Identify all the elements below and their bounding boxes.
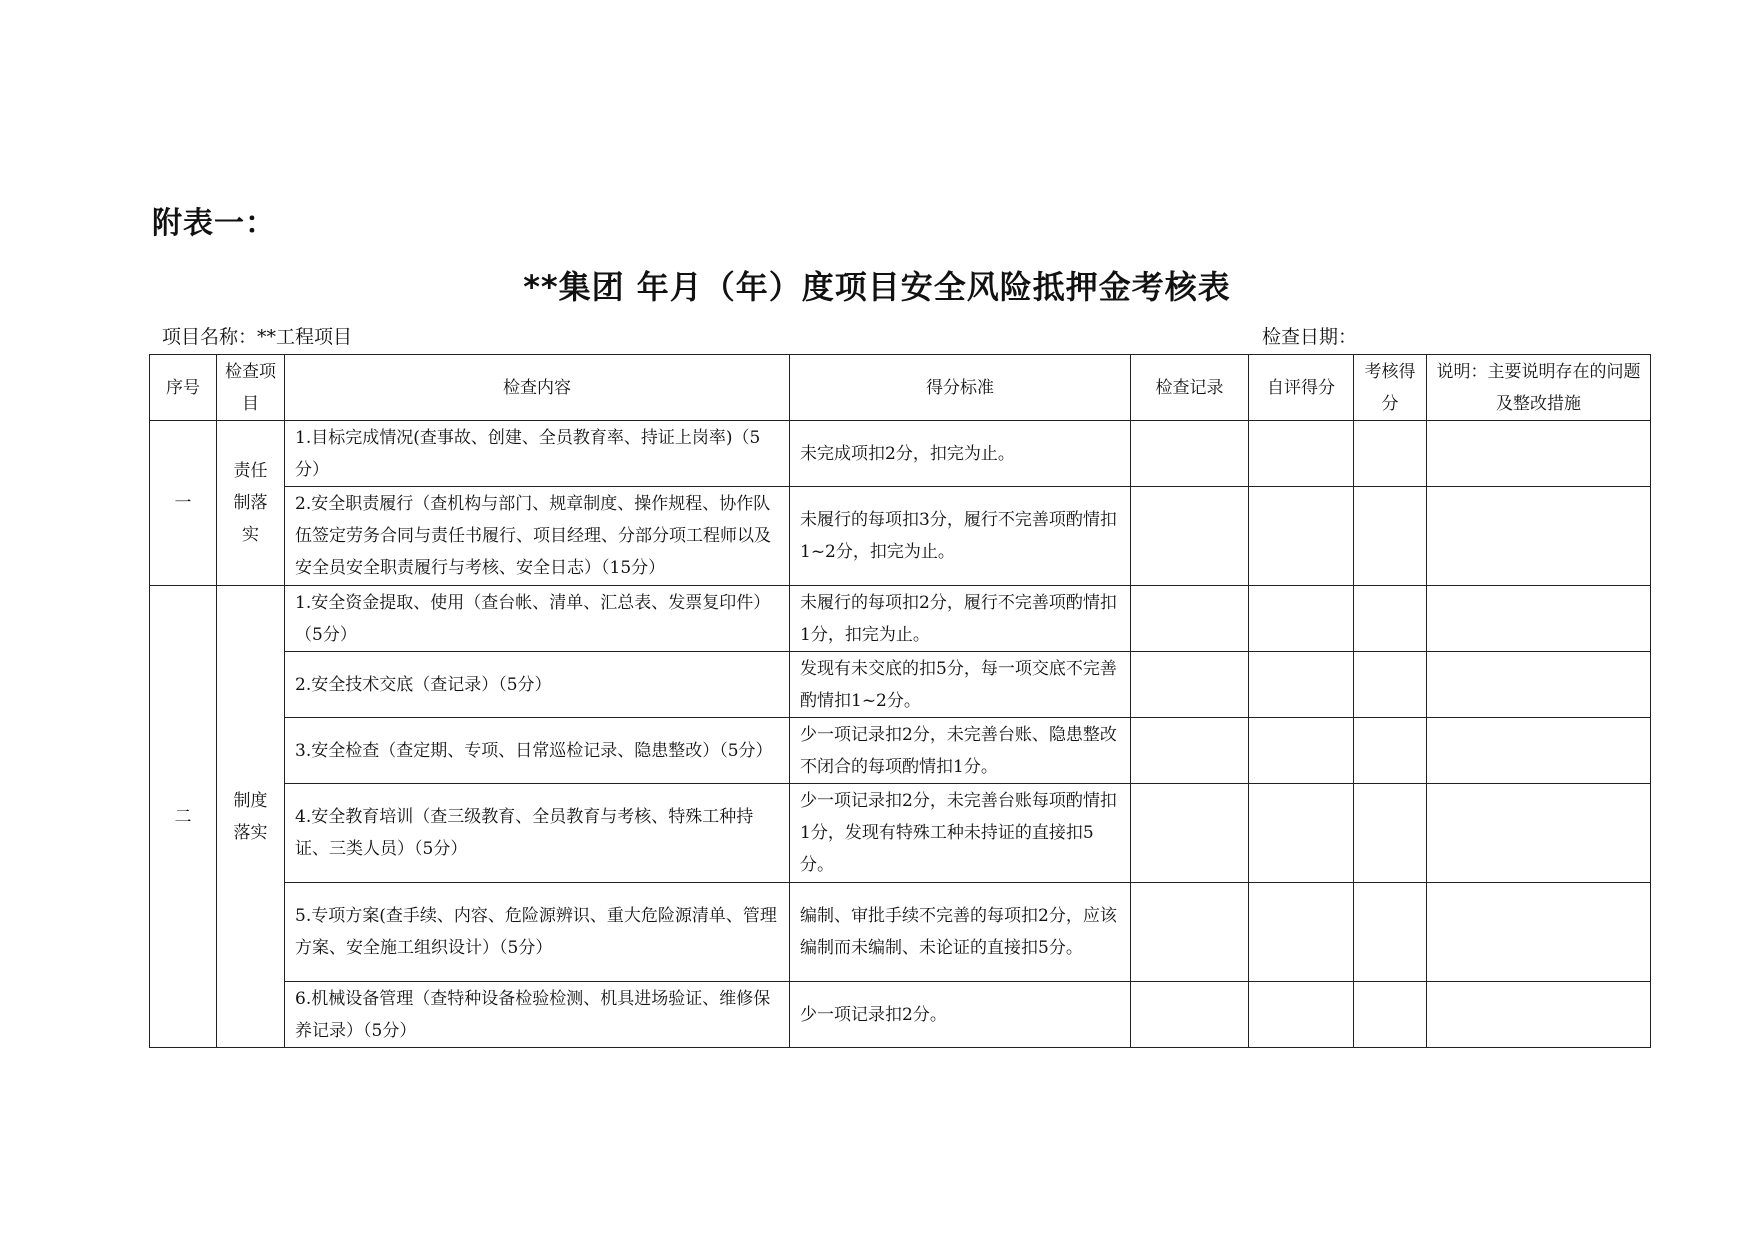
project-name: 项目名称：**工程项目 [162,326,353,348]
score-standard: 未完成项扣2分，扣完为止。 [790,421,1131,487]
score-standard: 未履行的每项扣3分，履行不完善项酌情扣1~2分，扣完为止。 [790,487,1131,586]
check-content: 4.安全教育培训（查三级教育、全员教育与考核、特殊工种持证、三类人员）（5分） [285,784,790,883]
self-score-cell[interactable] [1249,421,1354,487]
self-score-cell[interactable] [1249,982,1354,1048]
appendix-label: 附表一： [152,206,276,241]
record-cell[interactable] [1131,652,1249,718]
record-cell[interactable] [1131,982,1249,1048]
assess-score-cell[interactable] [1354,718,1427,784]
self-score-cell[interactable] [1249,718,1354,784]
header-item: 检查项目 [217,355,285,421]
group-item: 责任制落实 [217,421,285,586]
check-content: 6.机械设备管理（查特种设备检验检测、机具进场验证、维修保养记录）（5分） [285,982,790,1048]
check-content: 5.专项方案(查手续、内容、危险源辨识、重大危险源清单、管理方案、安全施工组织设计）（5分） [285,883,790,982]
header-content: 检查内容 [285,355,790,421]
note-cell[interactable] [1427,487,1651,586]
self-score-cell[interactable] [1249,586,1354,652]
assess-score-cell[interactable] [1354,586,1427,652]
header-assess-score: 考核得分 [1354,355,1427,421]
assess-score-cell[interactable] [1354,652,1427,718]
assessment-table [149,354,1651,1048]
table-row [150,718,1651,784]
note-cell[interactable] [1427,586,1651,652]
table-row [150,784,1651,883]
check-content: 1.目标完成情况(查事故、创建、全员教育率、持证上岗率)（5分） [285,421,790,487]
check-date: 检查日期： [1262,326,1358,348]
document-title: **集团 年月（年）度项目安全风险抵押金考核表 [523,268,1231,306]
record-cell[interactable] [1131,421,1249,487]
note-cell[interactable] [1427,718,1651,784]
header-row [150,355,1651,421]
table-row [150,982,1651,1048]
table-row [150,421,1651,487]
self-score-cell[interactable] [1249,487,1354,586]
table-row [150,883,1651,982]
self-score-cell[interactable] [1249,784,1354,883]
score-standard: 未履行的每项扣2分，履行不完善项酌情扣1分，扣完为止。 [790,586,1131,652]
group-seq: 二 [150,586,217,1048]
assess-score-cell[interactable] [1354,487,1427,586]
group-item: 制度落实 [217,586,285,1048]
score-standard: 编制、审批手续不完善的每项扣2分，应该编制而未编制、未论证的直接扣5分。 [790,883,1131,982]
header-note: 说明：主要说明存在的问题及整改措施 [1427,355,1651,421]
self-score-cell[interactable] [1249,652,1354,718]
record-cell[interactable] [1131,784,1249,883]
note-cell[interactable] [1427,652,1651,718]
check-content: 3.安全检查（查定期、专项、日常巡检记录、隐患整改）（5分） [285,718,790,784]
check-content: 2.安全职责履行（查机构与部门、规章制度、操作规程、协作队伍签定劳务合同与责任书履行、项目经理、分部分项工程师以及安全员安全职责履行与考核、安全日志）（15分） [285,487,790,586]
check-content: 2.安全技术交底（查记录）（5分） [285,652,790,718]
record-cell[interactable] [1131,718,1249,784]
table-row [150,487,1651,586]
score-standard: 少一项记录扣2分，未完善台账、隐患整改不闭合的每项酌情扣1分。 [790,718,1131,784]
table-row [150,586,1651,652]
note-cell[interactable] [1427,421,1651,487]
assess-score-cell[interactable] [1354,421,1427,487]
note-cell[interactable] [1427,982,1651,1048]
group-seq: 一 [150,421,217,586]
record-cell[interactable] [1131,487,1249,586]
assess-score-cell[interactable] [1354,784,1427,883]
note-cell[interactable] [1427,883,1651,982]
check-content: 1.安全资金提取、使用（查台帐、清单、汇总表、发票复印件）（5分） [285,586,790,652]
score-standard: 少一项记录扣2分。 [790,982,1131,1048]
self-score-cell[interactable] [1249,883,1354,982]
record-cell[interactable] [1131,883,1249,982]
note-cell[interactable] [1427,784,1651,883]
header-standard: 得分标准 [790,355,1131,421]
header-self-score: 自评得分 [1249,355,1354,421]
header-record: 检查记录 [1131,355,1249,421]
score-standard: 少一项记录扣2分，未完善台账每项酌情扣1分，发现有特殊工种未持证的直接扣5分。 [790,784,1131,883]
header-seq: 序号 [150,355,217,421]
assess-score-cell[interactable] [1354,883,1427,982]
assess-score-cell[interactable] [1354,982,1427,1048]
record-cell[interactable] [1131,586,1249,652]
table-row [150,652,1651,718]
score-standard: 发现有未交底的扣5分，每一项交底不完善酌情扣1~2分。 [790,652,1131,718]
